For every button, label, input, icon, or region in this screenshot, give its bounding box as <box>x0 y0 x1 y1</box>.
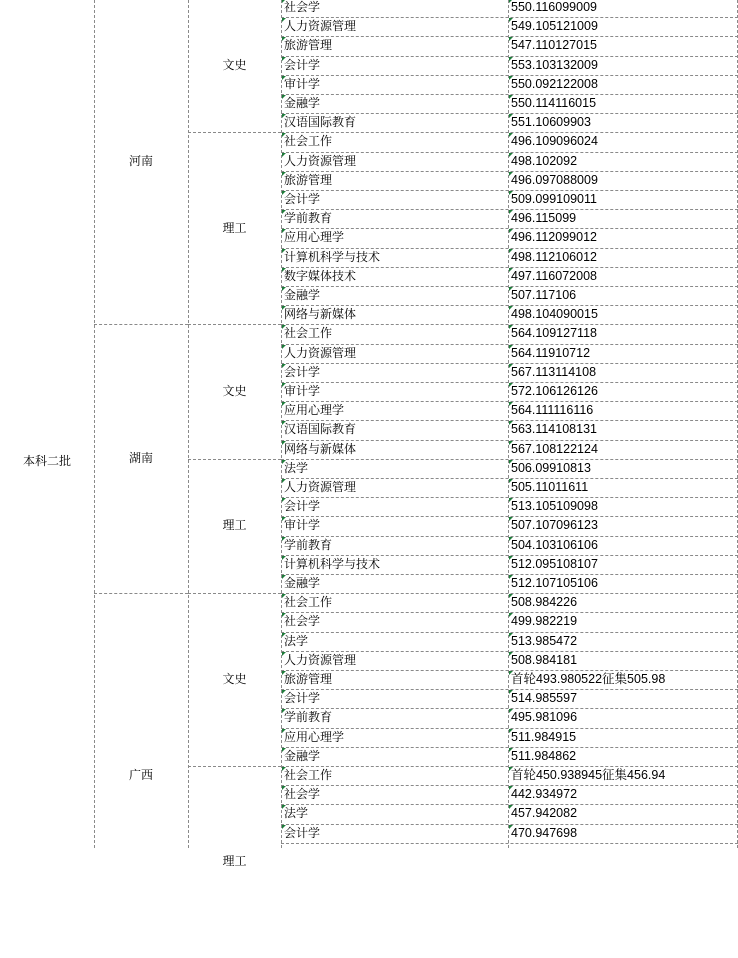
score-cell: 496.112099012 <box>511 230 597 245</box>
text-number-indicator-icon <box>509 76 513 80</box>
text-number-indicator-icon <box>282 441 286 445</box>
score-cell: 514.985597 <box>511 691 578 706</box>
major-cell: 网络与新媒体 <box>284 307 357 322</box>
text-number-indicator-icon <box>282 652 286 656</box>
major-cell: 社会工作 <box>284 326 333 341</box>
text-number-indicator-icon <box>282 748 286 752</box>
major-cell: 法学 <box>284 633 309 648</box>
text-number-indicator-icon <box>509 364 513 368</box>
text-number-indicator-icon <box>282 287 286 291</box>
text-number-indicator-icon <box>282 325 286 329</box>
major-cell: 汉语国际教育 <box>284 422 357 437</box>
text-number-indicator-icon <box>282 537 286 541</box>
score-cell: 442.934972 <box>511 787 578 802</box>
text-number-indicator-icon <box>282 575 286 579</box>
major-cell: 法学 <box>284 806 309 821</box>
text-number-indicator-icon <box>509 153 513 157</box>
text-number-indicator-icon <box>282 729 286 733</box>
text-number-indicator-icon <box>282 594 286 598</box>
major-cell: 学前教育 <box>284 537 333 552</box>
score-cell: 496.097088009 <box>511 172 598 187</box>
province-cell: 湖南 <box>128 451 153 466</box>
text-number-indicator-icon <box>509 613 513 617</box>
text-number-indicator-icon <box>509 229 513 233</box>
province-cell: 河南 <box>128 153 153 168</box>
text-number-indicator-icon <box>509 441 513 445</box>
score-cell: 564.11910712 <box>511 345 591 360</box>
grid-line <box>281 728 738 729</box>
major-cell: 应用心理学 <box>284 230 345 245</box>
text-number-indicator-icon <box>509 95 513 99</box>
grid-line <box>281 305 738 306</box>
text-number-indicator-icon <box>282 306 286 310</box>
text-number-indicator-icon <box>509 671 513 675</box>
text-number-indicator-icon <box>509 421 513 425</box>
grid-line <box>281 516 738 517</box>
text-number-indicator-icon <box>509 479 513 483</box>
major-cell: 学前教育 <box>284 211 333 226</box>
major-cell: 旅游管理 <box>284 172 333 187</box>
text-number-indicator-icon <box>282 460 286 464</box>
grid-line <box>281 804 738 805</box>
grid-line <box>281 56 738 57</box>
grid-line <box>281 324 738 325</box>
score-cell: 549.105121009 <box>511 19 598 34</box>
text-number-indicator-icon <box>509 517 513 521</box>
grid-line <box>281 574 738 575</box>
text-number-indicator-icon <box>282 633 286 637</box>
text-number-indicator-icon <box>509 709 513 713</box>
grid-line <box>281 632 738 633</box>
score-cell: 470.947698 <box>511 825 578 840</box>
grid-line <box>281 420 738 421</box>
text-number-indicator-icon <box>509 690 513 694</box>
grid-line <box>281 382 738 383</box>
subject-cell: 文史 <box>222 383 247 398</box>
major-cell: 审计学 <box>284 384 321 398</box>
text-number-indicator-icon <box>282 268 286 272</box>
major-cell: 会计学 <box>284 499 321 514</box>
major-cell: 社会工作 <box>284 768 333 782</box>
text-number-indicator-icon <box>509 498 513 502</box>
grid-line <box>281 0 282 848</box>
text-number-indicator-icon <box>282 709 286 713</box>
major-cell: 人力资源管理 <box>284 480 357 494</box>
text-number-indicator-icon <box>509 786 513 790</box>
score-cell: 511.984915 <box>511 729 577 744</box>
grid-line <box>281 36 738 37</box>
score-cell: 509.099109011 <box>511 192 597 206</box>
text-number-indicator-icon <box>282 421 286 425</box>
grid-line <box>281 17 738 18</box>
grid-line <box>281 612 738 613</box>
score-cell: 550.092122008 <box>511 76 598 91</box>
score-cell: 564.109127118 <box>511 326 597 341</box>
text-number-indicator-icon <box>282 517 286 521</box>
text-number-indicator-icon <box>509 325 513 329</box>
text-number-indicator-icon <box>509 729 513 733</box>
score-cell: 508.984226 <box>511 595 578 610</box>
major-cell: 金融学 <box>284 576 321 590</box>
score-cell: 506.09910813 <box>511 460 591 475</box>
grid-line <box>281 459 738 460</box>
major-cell: 学前教育 <box>284 710 333 725</box>
grid-line <box>188 324 281 325</box>
major-cell: 会计学 <box>284 364 321 379</box>
text-number-indicator-icon <box>509 748 513 752</box>
major-cell: 旅游管理 <box>284 672 333 686</box>
major-cell: 金融学 <box>284 96 321 110</box>
major-cell: 数字媒体技术 <box>284 268 357 283</box>
major-cell: 网络与新媒体 <box>284 441 357 456</box>
text-number-indicator-icon <box>509 191 513 195</box>
grid-line <box>188 459 281 460</box>
text-number-indicator-icon <box>509 0 513 3</box>
grid-line <box>281 75 738 76</box>
score-cell: 507.107096123 <box>511 518 598 533</box>
text-number-indicator-icon <box>509 460 513 464</box>
score-cell: 511.984862 <box>511 748 577 763</box>
text-number-indicator-icon <box>282 57 286 61</box>
text-number-indicator-icon <box>509 210 513 214</box>
grid-line <box>94 593 188 594</box>
grid-line <box>281 497 738 498</box>
grid-line <box>508 0 509 848</box>
text-number-indicator-icon <box>282 114 286 118</box>
major-cell: 会计学 <box>284 691 321 706</box>
text-number-indicator-icon <box>282 498 286 502</box>
text-number-indicator-icon <box>282 191 286 195</box>
text-number-indicator-icon <box>282 786 286 790</box>
score-cell: 551.10609903 <box>511 115 591 130</box>
score-cell: 572.106126126 <box>511 384 598 398</box>
grid-line <box>281 171 738 172</box>
score-cell: 498.102092 <box>511 153 578 168</box>
grid-line <box>281 824 738 825</box>
score-cell: 499.982219 <box>511 614 578 629</box>
grid-line <box>281 708 738 709</box>
major-cell: 人力资源管理 <box>284 652 357 667</box>
text-number-indicator-icon <box>509 383 513 387</box>
text-number-indicator-icon <box>509 306 513 310</box>
score-cell: 567.113114108 <box>511 364 597 379</box>
grid-line <box>281 689 738 690</box>
major-cell: 应用心理学 <box>284 729 345 744</box>
text-number-indicator-icon <box>282 210 286 214</box>
subject-cell: 理工 <box>222 854 247 869</box>
text-number-indicator-icon <box>509 57 513 61</box>
major-cell: 法学 <box>284 460 309 475</box>
grid-line <box>281 113 738 114</box>
grid-line <box>281 747 738 748</box>
grid-line <box>188 593 281 594</box>
text-number-indicator-icon <box>509 345 513 349</box>
grid-line <box>281 248 738 249</box>
major-cell: 金融学 <box>284 288 321 302</box>
major-cell: 计算机科学与技术 <box>284 249 381 264</box>
major-cell: 社会学 <box>284 787 321 802</box>
grid-line <box>281 651 738 652</box>
text-number-indicator-icon <box>509 805 513 809</box>
grid-line <box>281 344 738 345</box>
text-number-indicator-icon <box>282 153 286 157</box>
score-cell: 498.104090015 <box>511 307 598 322</box>
text-number-indicator-icon <box>509 172 513 176</box>
score-cell: 496.115099 <box>511 211 577 226</box>
major-cell: 应用心理学 <box>284 403 345 418</box>
grid-line <box>281 286 738 287</box>
text-number-indicator-icon <box>509 594 513 598</box>
text-number-indicator-icon <box>509 825 513 829</box>
text-number-indicator-icon <box>509 767 513 771</box>
score-cell: 497.116072008 <box>511 268 597 283</box>
text-number-indicator-icon <box>282 364 286 368</box>
text-number-indicator-icon <box>509 556 513 560</box>
grid-line <box>281 94 738 95</box>
grid-line <box>281 843 738 844</box>
text-number-indicator-icon <box>282 805 286 809</box>
major-cell: 社会工作 <box>284 595 333 610</box>
major-cell: 社会工作 <box>284 134 333 149</box>
score-cell: 512.095108107 <box>511 556 598 571</box>
text-number-indicator-icon <box>282 37 286 41</box>
score-cell: 508.984181 <box>511 652 578 667</box>
grid-line <box>94 324 188 325</box>
major-cell: 社会学 <box>284 614 321 629</box>
text-number-indicator-icon <box>282 383 286 387</box>
text-number-indicator-icon <box>282 0 286 3</box>
grid-line <box>281 593 738 594</box>
text-number-indicator-icon <box>509 268 513 272</box>
text-number-indicator-icon <box>282 95 286 99</box>
text-number-indicator-icon <box>509 575 513 579</box>
grid-line <box>281 363 738 364</box>
score-cell: 498.112106012 <box>511 249 597 264</box>
text-number-indicator-icon <box>509 652 513 656</box>
grid-line <box>281 228 738 229</box>
text-number-indicator-icon <box>282 345 286 349</box>
score-cell: 512.107105106 <box>511 576 598 590</box>
text-number-indicator-icon <box>282 18 286 22</box>
grid-line <box>281 555 738 556</box>
text-number-indicator-icon <box>509 537 513 541</box>
grid-line <box>281 766 738 767</box>
grid-line <box>281 670 738 671</box>
major-cell: 社会学 <box>284 0 321 14</box>
score-cell: 507.117106 <box>511 288 577 302</box>
text-number-indicator-icon <box>509 133 513 137</box>
text-number-indicator-icon <box>509 249 513 253</box>
grid-line <box>281 478 738 479</box>
text-number-indicator-icon <box>509 37 513 41</box>
text-number-indicator-icon <box>282 671 286 675</box>
subject-cell: 文史 <box>222 57 247 72</box>
major-cell: 人力资源管理 <box>284 19 357 34</box>
grid-line <box>281 209 738 210</box>
grid-line <box>281 785 738 786</box>
major-cell: 计算机科学与技术 <box>284 556 381 571</box>
grid-line <box>281 440 738 441</box>
text-number-indicator-icon <box>509 18 513 22</box>
text-number-indicator-icon <box>282 690 286 694</box>
batch-cell: 本科二批 <box>22 454 71 469</box>
score-cell: 550.114116015 <box>511 96 597 110</box>
grid-line <box>281 536 738 537</box>
score-cell: 496.109096024 <box>511 134 598 149</box>
score-cell: 首轮450.938945征集456.94 <box>511 768 666 782</box>
text-number-indicator-icon <box>509 114 513 118</box>
score-cell: 457.942082 <box>511 806 578 821</box>
score-cell: 513.985472 <box>511 633 578 648</box>
score-cell: 550.116099009 <box>511 0 597 14</box>
text-number-indicator-icon <box>509 402 513 406</box>
province-cell: 广西 <box>128 767 153 782</box>
major-cell: 汉语国际教育 <box>284 115 357 130</box>
subject-cell: 文史 <box>222 671 247 686</box>
major-cell: 旅游管理 <box>284 38 333 53</box>
text-number-indicator-icon <box>509 287 513 291</box>
text-number-indicator-icon <box>282 402 286 406</box>
major-cell: 金融学 <box>284 748 321 763</box>
grid-line <box>281 267 738 268</box>
major-cell: 会计学 <box>284 57 321 72</box>
text-number-indicator-icon <box>282 249 286 253</box>
score-cell: 563.114108131 <box>511 422 597 437</box>
text-number-indicator-icon <box>282 76 286 80</box>
grid-line <box>281 152 738 153</box>
major-cell: 人力资源管理 <box>284 153 357 168</box>
text-number-indicator-icon <box>509 633 513 637</box>
subject-cell: 理工 <box>222 518 247 533</box>
grid-line <box>94 0 95 848</box>
major-cell: 人力资源管理 <box>284 345 357 360</box>
grid-line <box>188 132 281 133</box>
score-cell: 504.103106106 <box>511 537 598 552</box>
grid-line <box>188 0 189 848</box>
grid-line <box>281 132 738 133</box>
text-number-indicator-icon <box>282 556 286 560</box>
text-number-indicator-icon <box>282 613 286 617</box>
score-cell: 495.981096 <box>511 710 578 725</box>
score-cell: 首轮493.980522征集505.98 <box>511 672 666 686</box>
major-cell: 审计学 <box>284 518 321 533</box>
text-number-indicator-icon <box>282 172 286 176</box>
major-cell: 会计学 <box>284 825 321 840</box>
grid-line <box>281 190 738 191</box>
major-cell: 审计学 <box>284 76 321 91</box>
score-cell: 547.110127015 <box>511 38 597 53</box>
major-cell: 会计学 <box>284 192 321 206</box>
text-number-indicator-icon <box>282 767 286 771</box>
score-cell: 513.105109098 <box>511 499 598 514</box>
text-number-indicator-icon <box>282 479 286 483</box>
text-number-indicator-icon <box>282 825 286 829</box>
text-number-indicator-icon <box>282 229 286 233</box>
grid-line <box>281 401 738 402</box>
grid-line <box>188 766 281 767</box>
score-cell: 553.103132009 <box>511 57 598 72</box>
score-cell: 505.11011611 <box>511 480 589 494</box>
score-cell: 564.111116116 <box>511 403 594 418</box>
subject-cell: 理工 <box>222 220 247 235</box>
text-number-indicator-icon <box>282 133 286 137</box>
score-cell: 567.108122124 <box>511 441 598 456</box>
